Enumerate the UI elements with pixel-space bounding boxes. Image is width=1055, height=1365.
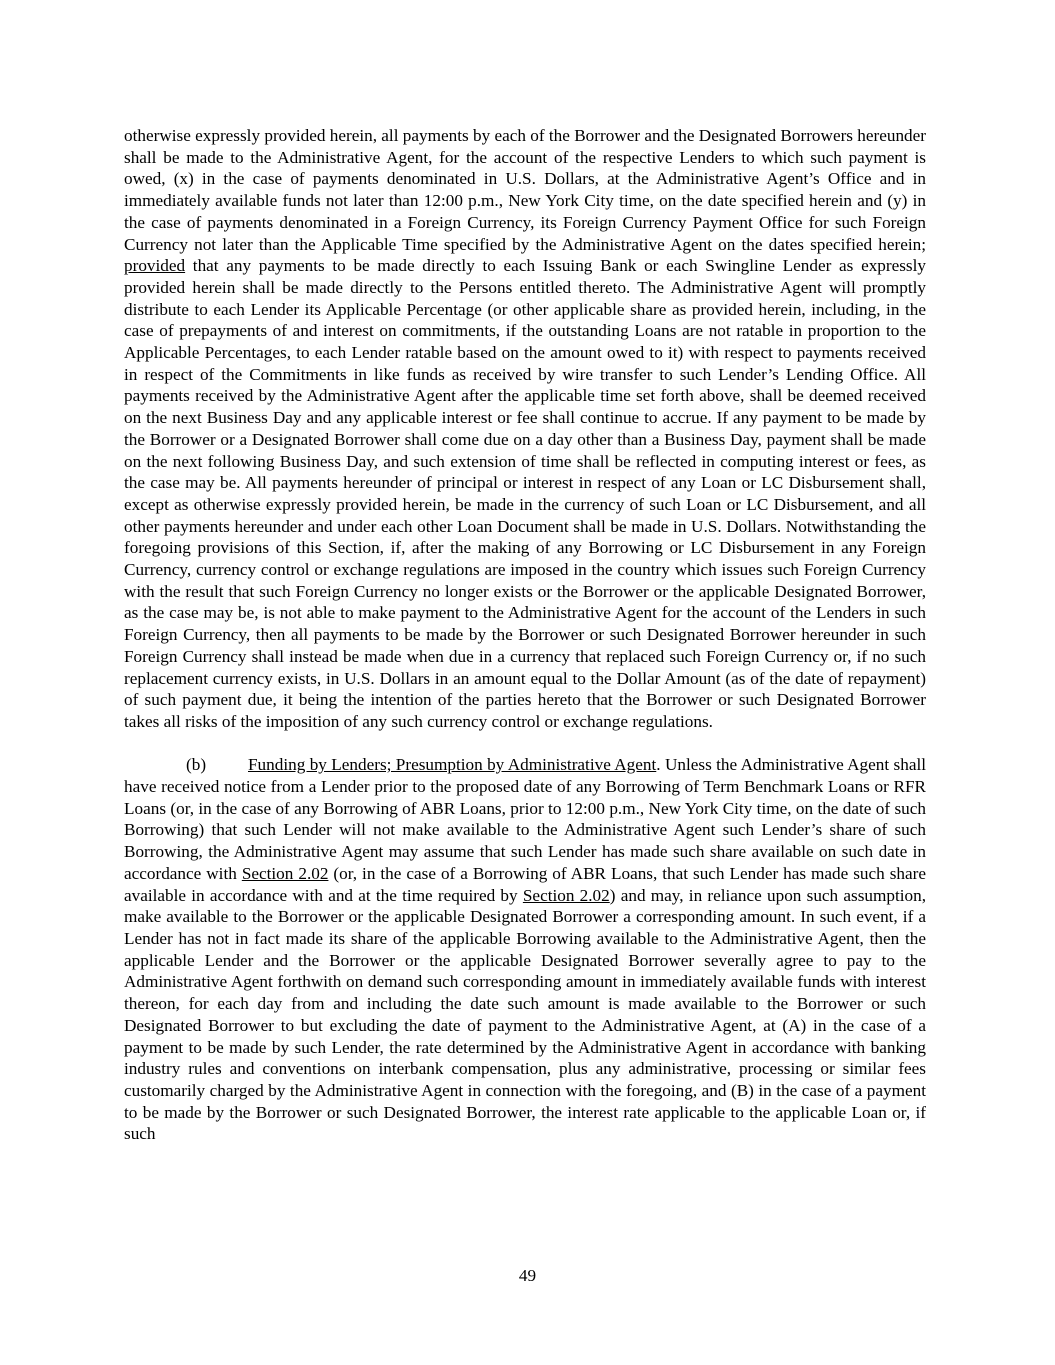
paragraph-text: ) and may, in reliance upon such assumption, make available to the Borrower or the applicable Designated Borrower a corresponding amount. In such event, if a Lender has not in fact made its share of the applicable Borrowing available to the Administrative Agent, then the applicable Lender and the Borrower or the applicable Designated Borrower severally agree to pay to the Administrative Agent forthwith on demand such corresponding amount in immediately available funds with interest thereon, for each day from and including the date such amount is made available to the Borrower or such Designated Borrower to but excluding the date of payment to the Administrative Agent, at (A) in the case of a payment to be made by such Lender, the rate determined by the Administrative Agent in accordance with banking industry rules and conventions on interbank compensation, plus any administrative, processing or similar fees customarily charged by the Administrative Agent in connection with the foregoing, and (B) in the case of a payment to be made by the Borrower or such Designated Borrower, the interest rate applicable to the applicable Loan or, if such [124,885,926,1144]
paragraph-text: (or, in the case of a Borrowing of ABR Loans, that such Lender has made such share available in accordance with and at the time required by [124,863,926,905]
section-reference: Section 2.02 [241,863,329,883]
section-reference: Section 2.02 [522,885,610,905]
document-body [124,125,926,1145]
provided-term: provided [124,256,186,276]
paragraph-payments [124,125,926,733]
paragraph-text: . Unless the Administrative Agent shall have received notice from a Lender prior to the proposed date of any Borrowing of Term Benchmark Loans or RFR Loans (or, in the case of any Borrowing of ABR Loans, prior to 12:00 p.m., New York City time, on the date of such Borrowing) that such Lender will not make available to the Administrative Agent such Lender’s share of such Borrowing, the Administrative Agent may assume that such Lender has made such share available on such date in accordance with [124,755,926,883]
page-number: 49 [518,1266,537,1285]
clause-label: (b) [186,755,207,775]
clause-heading: Funding by Lenders; Presumption by Administrative Agent [248,755,657,775]
paragraph-funding-by-lenders [124,754,926,1145]
paragraph-text: otherwise expressly provided herein, all payments by each of the Borrower and the Designated Borrowers hereunder shall be made to the Administrative Agent, for the account of the respective Lenders to which such payment is owed, (x) in the case of payments denominated in U.S. Dollars, at the Administrative Agent’s Office and in immediately available funds not later than 12:00 p.m., New York City time, on the date specified herein and (y) in the case of payments denominated in a Foreign Currency, its Foreign Currency Payment Office for such Foreign Currency not later than the Applicable Time specified by the Administrative Agent on the dates specified herein; [124,126,926,254]
paragraph-text: that any payments to be made directly to each Issuing Bank or each Swingline Lender as expressly provided herein shall be made directly to the Persons entitled thereto. The Administrative Agent will promptly distribute to each Lender its Applicable Percentage (or other applicable share as provided herein, including, in the case of prepayments of and interest on commitments, if the outstanding Loans are not ratable in proportion to the Applicable Percentages, to each Lender ratable based on the amount owed to it) with respect to payments received in respect of the Commitments in like funds as received by wire transfer to such Lender’s Lending Office. All payments received by the Administrative Agent after the applicable time set forth above, shall be deemed received on the next Business Day and any applicable interest or fee shall continue to accrue. If any payment to be made by the Borrower or a Designated Borrower shall come due on a day other than a Business Day, payment shall be made on the next following Business Day, and such extension of time shall be reflected in computing interest or fees, as the case may be. All payments hereunder of principal or interest in respect of any Loan or LC Disbursement shall, except as otherwise expressly provided herein, be made in the currency of such Loan or LC Disbursement, and all other payments hereunder and under each other Loan Document shall be made in U.S. Dollars. Notwithstanding the foregoing provisions of this Section, if, after the making of any Borrowing or LC Disbursement in any Foreign Currency, currency control or exchange regulations are imposed in the country which issues such Foreign Currency with the result that such Foreign Currency no longer exists or the Borrower or the applicable Designated Borrower, as the case may be, is not able to make payment to the Administrative Agent for the account of the Lenders in such Foreign Currency, then all payments to be made by the Borrower or such Designated Borrower hereunder in such Foreign Currency shall instead be made when due in a currency that replaced such Foreign Currency or, if no such replacement currency exists, in U.S. Dollars in an amount equal to the Dollar Amount (as of the date of repayment) of such payment due, it being the intention of the parties hereto that the Borrower or such Designated Borrower takes all risks of the imposition of any such currency control or exchange regulations. [124,256,926,731]
